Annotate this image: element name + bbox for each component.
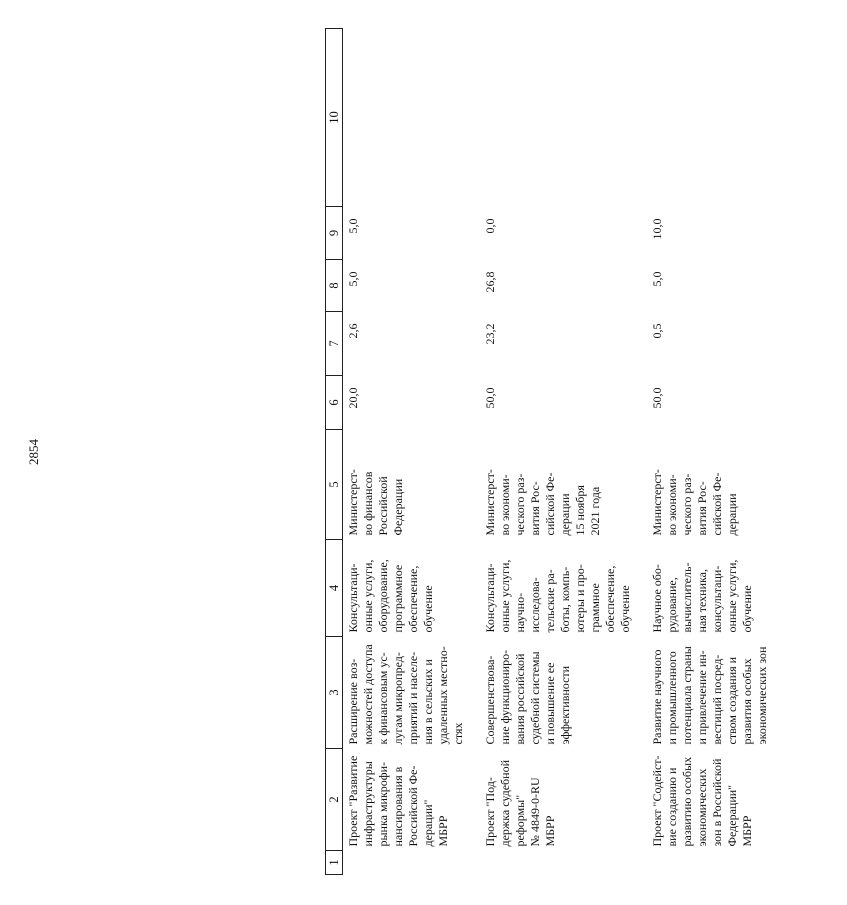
cell-col7: 2,6 [346,323,360,339]
column-header: 2 [326,749,343,851]
table-row [647,29,784,875]
cell-col6: 50,0 [483,387,497,409]
cell-col8: 5,0 [346,271,360,287]
cell-col9: 5,0 [346,218,360,234]
cell-col8: 5,0 [650,271,664,287]
rotated-table-sheet [325,29,847,875]
column-header: 9 [326,207,343,260]
projects-table [325,28,784,875]
column-header: 7 [326,312,343,376]
column-number-header [326,29,343,875]
cell-col1 [480,851,647,875]
cell-col9: 0,0 [483,218,497,234]
cell-executor: Министерст- во экономи- ческого раз- вития Рос- сийской Фе- дерации 15 ноября 2021 года [483,469,602,536]
cell-col9: 10,0 [650,218,664,240]
cell-project: Проект "Содейст- вие созданию и развитию особых экономических зон в Российской Федерации" МБРР [650,755,754,847]
column-header: 10 [326,29,343,207]
cell-purpose: Развитие научного и промышленного потенциала страны и привлечение ин- вестиций посред- ством создания и развития особых экономических зон [650,646,769,745]
cell-project: Проект "Развитие инфраструктуры рынка микрофи- нансирования в Российской Фе- дерации" МБРР [346,755,450,847]
cell-col6: 50,0 [650,387,664,409]
column-header: 3 [326,637,343,749]
cell-services: Консультаци- онные услуги, оборудование, программное обеспечение, обучение [346,559,435,633]
cell-project: Проект "Под- держка судебной реформы" № 4849-0-RU МБРР [483,760,557,847]
cell-executor: Министерст- во экономи- ческого раз- вития Рос- сийской Фе- дерации [650,469,739,536]
cell-services: Научное обо- рудование, вычислитель- ная техника, консультаци- онные услуги, обучение [650,559,754,633]
cell-col10 [647,29,784,207]
cell-col1 [647,851,784,875]
column-header: 8 [326,260,343,312]
cell-services: Консультаци- онные услуги, научно- исследова- тельские ра- боты, компь- ютеры и про- граммное обеспечение, обучение [483,559,632,633]
table-row [480,29,647,875]
column-header: 1 [326,851,343,875]
column-header: 6 [326,376,343,430]
column-header: 5 [326,430,343,540]
table-row [343,29,481,875]
cell-executor: Министерст- во финансов Российской Федерации [346,469,405,536]
column-header: 4 [326,540,343,637]
page-number: 2854 [26,439,41,465]
cell-col7: 0,5 [650,323,664,339]
cell-col7: 23,2 [483,323,497,345]
cell-col1 [343,851,481,875]
cell-col10 [480,29,647,207]
cell-col10 [343,29,481,207]
cell-purpose: Расширение воз- можностей доступа к финансовым ус- лугам микропред- приятий и населе- ния в сельских и удаленных местно- стях [346,644,465,745]
cell-col6: 20,0 [346,387,360,409]
cell-purpose: Совершенствова- ние функциониро- вания российской судебной системы и повышение ее эффективности [483,649,572,745]
cell-col8: 26,8 [483,271,497,293]
